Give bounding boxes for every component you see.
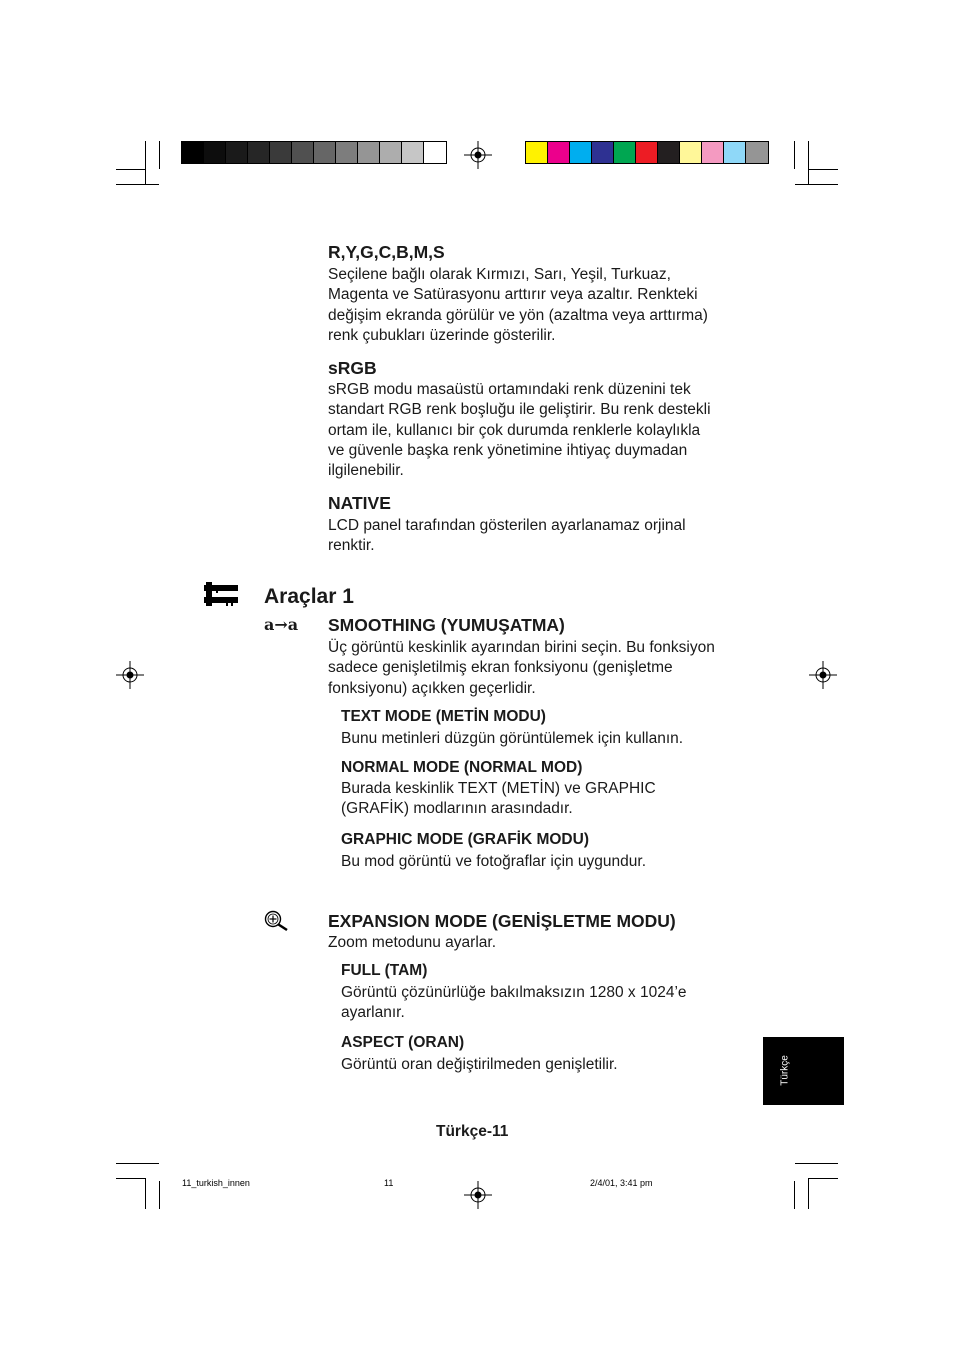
crop-mark: [116, 169, 145, 170]
body-line: Bunu metinleri düzgün görüntülemek için kullanın.: [341, 730, 684, 747]
color-swatch: [292, 142, 314, 163]
page-number: Türkçe-11: [436, 1123, 509, 1140]
crop-mark: [809, 169, 838, 170]
color-swatch: [526, 142, 548, 163]
color-swatch: [724, 142, 746, 163]
crop-mark: [808, 1178, 809, 1209]
registration-mark-icon: [464, 1181, 492, 1209]
registration-mark-icon: [809, 661, 837, 689]
body-line: Burada keskinlik TEXT (METİN) ve GRAPHIC: [341, 780, 656, 797]
crop-mark: [145, 1178, 146, 1209]
crop-mark: [794, 1181, 795, 1209]
crop-mark: [116, 1178, 145, 1179]
section-title: SMOOTHING (YUMUŞATMA): [328, 615, 565, 635]
crop-mark: [159, 1181, 160, 1209]
section-native: [328, 492, 758, 557]
color-swatch: [424, 142, 446, 163]
body-line: Görüntü oran değiştirilmeden genişletilir.: [341, 1056, 618, 1073]
body-line: Görüntü çözünürlüğe bakılmaksızın 1280 x 1024’e: [341, 984, 687, 1001]
color-swatch: [204, 142, 226, 163]
mode-title: NORMAL MODE (NORMAL MOD): [341, 759, 583, 776]
registration-mark-icon: [464, 141, 492, 169]
color-swatch: [658, 142, 680, 163]
color-swatch: [402, 142, 424, 163]
color-swatch: [548, 142, 570, 163]
tools-icon: [204, 582, 238, 608]
body-line: ortam ile, kullanıcı bir çok durumda renklerle kolaylıkla: [328, 421, 701, 439]
mode-text: [341, 707, 761, 749]
section-title: EXPANSION MODE (GENİŞLETME MODU): [328, 911, 676, 931]
color-swatch: [592, 142, 614, 163]
color-swatch: [636, 142, 658, 163]
body-line: standart RGB renk boşluğu ile geliştirir. Bu renk destekli: [328, 401, 711, 419]
crop-mark: [145, 141, 146, 184]
registration-mark-icon: [116, 661, 144, 689]
grayscale-swatch-strip: [181, 141, 447, 164]
section-expansion: [328, 910, 758, 953]
color-swatch: [226, 142, 248, 163]
crop-mark: [794, 141, 795, 169]
section-rygcbms: [328, 241, 758, 346]
smoothing-icon: a→a: [264, 615, 299, 634]
language-side-tab: [763, 1037, 844, 1105]
section-smoothing: [328, 614, 758, 699]
mode-title: ASPECT (ORAN): [341, 1034, 465, 1051]
body-line: Bu mod görüntü ve fotoğraflar için uygundur.: [341, 853, 647, 870]
crop-mark: [116, 184, 159, 185]
section-title: R,Y,G,C,B,M,S: [328, 242, 445, 262]
mode-title: TEXT MODE (METİN MODU): [341, 708, 546, 725]
zoom-magnifier-icon: [264, 910, 290, 932]
section-srgb: [328, 357, 758, 481]
color-swatch: [270, 142, 292, 163]
body-line: renktir.: [328, 537, 375, 555]
body-line: Seçilene bağlı olarak Kırmızı, Sarı, Yeşil, Turkuaz,: [328, 266, 671, 283]
crop-mark: [116, 1163, 159, 1164]
footer-file-name: 11_turkish_innen: [182, 1178, 250, 1188]
mode-aspect: [341, 1033, 761, 1075]
color-swatch: [570, 142, 592, 163]
body-line: Üç görüntü keskinlik ayarından birini seçin. Bu fonksiyon: [328, 639, 715, 656]
body-line: Zoom metodunu ayarlar.: [328, 934, 497, 951]
section-title: sRGB: [328, 358, 377, 378]
side-tab-label: Türkçe: [779, 1055, 791, 1086]
color-swatch: [380, 142, 402, 163]
mode-normal: [341, 758, 761, 820]
section-title: NATIVE: [328, 493, 391, 513]
body-line: ve güvenle başka renk yönetimine ihtiyaç duymadan: [328, 441, 688, 459]
body-line: LCD panel tarafından gösterilen ayarlanamaz orjinal: [328, 517, 686, 534]
crop-mark: [808, 141, 809, 184]
body-line: renk çubukları üzerinde gösterilir.: [328, 326, 556, 344]
footer-page: 11: [384, 1178, 394, 1188]
body-line: Magenta ve Satürasyonu arttırır veya azaltır. Renkteki: [328, 286, 698, 304]
crop-mark: [159, 141, 160, 169]
mode-title: GRAPHIC MODE (GRAFİK MODU): [341, 831, 589, 848]
body-line: ayarlanır.: [341, 1004, 405, 1022]
body-line: sadece genişletilmiş ekran fonksiyonu (genişletme: [328, 659, 673, 677]
body-line: fonksiyonu) açıkken geçerlidir.: [328, 679, 536, 697]
body-line: değişim ekranda görülür ve yön (azaltma veya arttırma): [328, 306, 708, 324]
mode-full: [341, 961, 761, 1024]
color-swatch: [746, 142, 768, 163]
crop-mark: [795, 1163, 838, 1164]
section-heading-tools: Araçlar 1: [264, 585, 354, 608]
crop-mark: [795, 184, 838, 185]
color-swatch: [702, 142, 724, 163]
body-line: ilgilenebilir.: [328, 462, 404, 480]
color-swatch: [314, 142, 336, 163]
body-line: sRGB modu masaüstü ortamındaki renk düzenini tek: [328, 381, 691, 398]
crop-mark: [809, 1178, 838, 1179]
color-swatch: [248, 142, 270, 163]
color-swatch: [358, 142, 380, 163]
color-swatch: [182, 142, 204, 163]
color-swatch: [336, 142, 358, 163]
color-swatch: [680, 142, 702, 163]
mode-graphic: [341, 830, 761, 872]
color-swatch: [614, 142, 636, 163]
mode-title: FULL (TAM): [341, 962, 428, 979]
footer-date: 2/4/01, 3:41 pm: [590, 1178, 653, 1188]
body-line: (GRAFİK) modlarının arasındadır.: [341, 800, 573, 818]
color-swatch-strip: [525, 141, 769, 164]
